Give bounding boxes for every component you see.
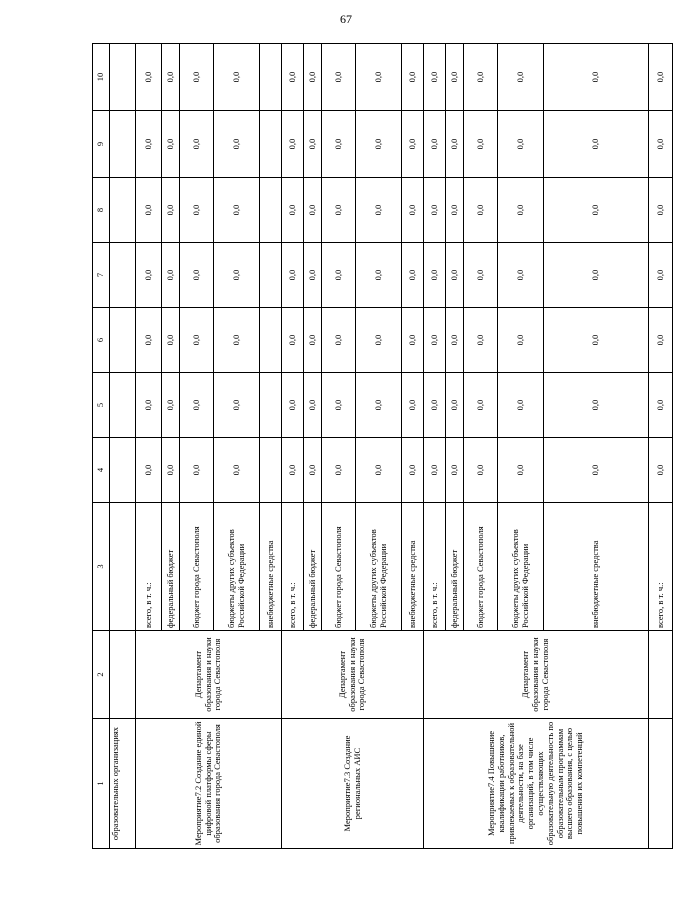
value-cell: 0,0 [214, 373, 260, 438]
value-cell: 0,0 [322, 44, 356, 111]
value-cell: 0,0 [402, 373, 424, 438]
value-cell: 0,0 [282, 308, 304, 373]
col-header-8: 8 [93, 178, 110, 243]
value-cell: 0,0 [402, 438, 424, 503]
funding-source: бюджеты других субъектов Российской Федерации [356, 503, 402, 631]
empty-cell [110, 44, 136, 111]
table-row [282, 44, 304, 849]
funding-source: бюджет города Севастополя [180, 503, 214, 631]
value-cell: 0,0 [498, 178, 544, 243]
value-cell: 0,0 [162, 111, 180, 178]
funding-source: внебюджетные средства [544, 503, 649, 631]
value-cell [260, 44, 282, 111]
funding-source: бюджет города Севастополя [322, 503, 356, 631]
value-cell: 0,0 [464, 308, 498, 373]
value-cell: 0,0 [214, 438, 260, 503]
value-cell: 0,0 [304, 243, 322, 308]
empty-cell [110, 373, 136, 438]
empty-cell [649, 719, 673, 849]
value-cell: 0,0 [180, 243, 214, 308]
value-cell: 0,0 [136, 373, 162, 438]
value-cell: 0,0 [214, 178, 260, 243]
department-name: Департамент образования и науки города Севастополя [136, 631, 282, 719]
value-cell: 0,0 [544, 111, 649, 178]
empty-cell [110, 243, 136, 308]
value-cell: 0,0 [322, 243, 356, 308]
value-cell: 0,0 [544, 178, 649, 243]
value-cell: 0,0 [464, 373, 498, 438]
value-cell: 0,0 [162, 44, 180, 111]
value-cell: 0,0 [304, 111, 322, 178]
value-cell: 0,0 [214, 44, 260, 111]
empty-cell [110, 631, 136, 719]
value-cell: 0,0 [162, 243, 180, 308]
empty-cell [110, 438, 136, 503]
value-cell: 0,0 [136, 178, 162, 243]
value-cell [260, 243, 282, 308]
value-cell: 0,0 [162, 373, 180, 438]
value-cell: 0,0 [424, 178, 446, 243]
value-cell: 0,0 [214, 243, 260, 308]
col-header-7: 7 [93, 243, 110, 308]
col-header-2: 2 [93, 631, 110, 719]
rotated-table-container [92, 44, 665, 849]
value-cell [260, 178, 282, 243]
value-cell: 0,0 [304, 308, 322, 373]
value-cell: 0,0 [356, 438, 402, 503]
value-cell: 0,0 [498, 111, 544, 178]
value-cell: 0,0 [180, 111, 214, 178]
empty-cell [649, 631, 673, 719]
value-cell: 0,0 [180, 178, 214, 243]
value-cell: 0,0 [498, 243, 544, 308]
value-cell [260, 308, 282, 373]
value-cell: 0,0 [424, 438, 446, 503]
value-cell: 0,0 [464, 243, 498, 308]
value-cell: 0,0 [304, 178, 322, 243]
value-cell: 0,0 [464, 44, 498, 111]
department-name: Департамент образования и науки города Севастополя [282, 631, 424, 719]
value-cell: 0,0 [649, 178, 673, 243]
financing-table [92, 43, 673, 849]
funding-source: внебюджетные средства [402, 503, 424, 631]
value-cell: 0,0 [356, 44, 402, 111]
value-cell: 0,0 [356, 373, 402, 438]
value-cell: 0,0 [136, 438, 162, 503]
value-cell: 0,0 [282, 438, 304, 503]
value-cell: 0,0 [322, 373, 356, 438]
value-cell: 0,0 [649, 308, 673, 373]
value-cell: 0,0 [544, 308, 649, 373]
value-cell: 0,0 [322, 178, 356, 243]
value-cell: 0,0 [282, 243, 304, 308]
value-cell: 0,0 [180, 438, 214, 503]
value-cell: 0,0 [282, 44, 304, 111]
value-cell: 0,0 [424, 373, 446, 438]
value-cell: 0,0 [356, 178, 402, 243]
funding-source: федеральный бюджет [446, 503, 464, 631]
value-cell: 0,0 [304, 44, 322, 111]
col-header-4: 4 [93, 438, 110, 503]
continuation-row [110, 44, 136, 849]
value-cell: 0,0 [544, 438, 649, 503]
value-cell [260, 438, 282, 503]
funding-source: бюджеты других субъектов Российской Федерации [214, 503, 260, 631]
value-cell: 0,0 [136, 243, 162, 308]
value-cell: 0,0 [180, 373, 214, 438]
value-cell: 0,0 [304, 373, 322, 438]
value-cell: 0,0 [402, 308, 424, 373]
value-cell: 0,0 [136, 111, 162, 178]
table-row [424, 44, 446, 849]
value-cell: 0,0 [424, 111, 446, 178]
table-row [649, 44, 673, 849]
value-cell: 0,0 [498, 44, 544, 111]
value-cell: 0,0 [498, 438, 544, 503]
empty-cell [110, 308, 136, 373]
value-cell: 0,0 [649, 373, 673, 438]
value-cell: 0,0 [446, 111, 464, 178]
measure-name: Мероприятие7.3 Создание региональных АИС [282, 719, 424, 849]
value-cell: 0,0 [322, 111, 356, 178]
value-cell: 0,0 [162, 438, 180, 503]
value-cell: 0,0 [446, 44, 464, 111]
value-cell: 0,0 [649, 243, 673, 308]
value-cell: 0,0 [180, 308, 214, 373]
value-cell: 0,0 [498, 308, 544, 373]
funding-source: всего, в т. ч.: [424, 503, 446, 631]
funding-source: всего, в т. ч.: [282, 503, 304, 631]
funding-source: бюджеты других субъектов Российской Федерации [498, 503, 544, 631]
continuation-cell: образовательных организациях [110, 719, 136, 849]
page-number: 67 [340, 12, 352, 26]
empty-cell [110, 111, 136, 178]
value-cell: 0,0 [424, 308, 446, 373]
funding-source: бюджет города Севастополя [464, 503, 498, 631]
table-row [136, 44, 162, 849]
value-cell: 0,0 [282, 111, 304, 178]
department-name: Департамент образования и науки города Севастополя [424, 631, 649, 719]
value-cell: 0,0 [282, 373, 304, 438]
funding-source: внебюджетные средства [260, 503, 282, 631]
col-header-6: 6 [93, 308, 110, 373]
value-cell [260, 111, 282, 178]
measure-name: Мероприятие7.4 Повышение квалификации работников, привлекаемых к образовательной деятельности, на базе организаций, в том числе осуществляющих образовательную деятельность по образовательным программам высшего образования, с целью повышения их компетенций [424, 719, 649, 849]
col-header-3: 3 [93, 503, 110, 631]
value-cell: 0,0 [162, 308, 180, 373]
header-row [93, 44, 110, 849]
value-cell: 0,0 [282, 178, 304, 243]
value-cell: 0,0 [446, 178, 464, 243]
value-cell: 0,0 [649, 111, 673, 178]
value-cell: 0,0 [446, 438, 464, 503]
value-cell: 0,0 [649, 44, 673, 111]
funding-source: всего, в т. ч.: [649, 503, 673, 631]
value-cell: 0,0 [464, 438, 498, 503]
value-cell: 0,0 [180, 44, 214, 111]
value-cell: 0,0 [544, 44, 649, 111]
value-cell: 0,0 [162, 178, 180, 243]
value-cell: 0,0 [464, 178, 498, 243]
value-cell: 0,0 [544, 373, 649, 438]
value-cell: 0,0 [356, 243, 402, 308]
col-header-10: 10 [93, 44, 110, 111]
value-cell: 0,0 [649, 438, 673, 503]
value-cell: 0,0 [136, 44, 162, 111]
col-header-5: 5 [93, 373, 110, 438]
value-cell: 0,0 [136, 308, 162, 373]
value-cell: 0,0 [322, 308, 356, 373]
measure-name: Мероприятие7.2 Создание единой цифровой платформы сферы образования города Севастополя [136, 719, 282, 849]
value-cell: 0,0 [446, 243, 464, 308]
value-cell: 0,0 [322, 438, 356, 503]
value-cell: 0,0 [402, 111, 424, 178]
value-cell: 0,0 [446, 308, 464, 373]
empty-cell [110, 178, 136, 243]
value-cell: 0,0 [424, 243, 446, 308]
value-cell: 0,0 [214, 308, 260, 373]
value-cell: 0,0 [464, 111, 498, 178]
empty-cell [110, 503, 136, 631]
col-header-9: 9 [93, 111, 110, 178]
funding-source: федеральный бюджет [304, 503, 322, 631]
value-cell: 0,0 [498, 373, 544, 438]
value-cell [260, 373, 282, 438]
value-cell: 0,0 [402, 178, 424, 243]
value-cell: 0,0 [424, 44, 446, 111]
value-cell: 0,0 [304, 438, 322, 503]
value-cell: 0,0 [356, 308, 402, 373]
value-cell: 0,0 [402, 44, 424, 111]
value-cell: 0,0 [214, 111, 260, 178]
value-cell: 0,0 [402, 243, 424, 308]
funding-source: всего, в т. ч.: [136, 503, 162, 631]
value-cell: 0,0 [356, 111, 402, 178]
value-cell: 0,0 [446, 373, 464, 438]
col-header-1: 1 [93, 719, 110, 849]
funding-source: федеральный бюджет [162, 503, 180, 631]
value-cell: 0,0 [544, 243, 649, 308]
